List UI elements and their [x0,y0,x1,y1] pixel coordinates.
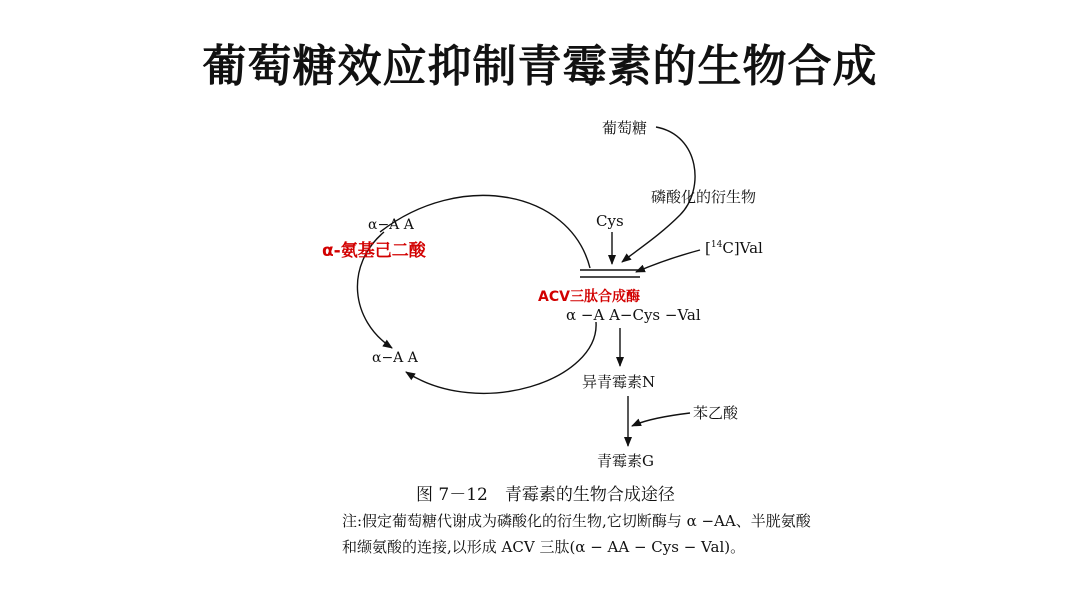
cycle-arc-bottom [406,322,596,393]
phenylacetic-arrow [632,413,690,426]
figure-caption: 图 7－12 青霉素的生物合成途径 [416,485,675,505]
isopenicillin-n-label: 异青霉素N [582,373,656,391]
alpha-aa-top-label: α−A A [368,217,414,233]
glucose-label: 葡萄糖 [602,119,648,137]
phenylacetic-acid-label: 苯乙酸 [693,404,739,422]
tripeptide-label: α −A A−Cys −Val [566,306,701,324]
slide-title: 葡萄糖效应抑制青霉素的生物合成 [202,41,878,92]
val-suffix: C]Val [722,239,763,257]
figure-note: 注:假定葡萄糖代谢成为磷酸化的衍生物,它切断酶与 α −AA、半胱氨酸和缬氨酸的连接,以形成 ACV 三肽(α − AA − Cys − Val)。 [342,512,811,556]
phosphorylated-derivative-label: 磷酸化的衍生物 [651,188,757,206]
alpha-aminoadipic-acid-label: α-氨基己二酸 [322,241,426,261]
penicillin-g-label: 青霉素G [597,452,654,470]
alpha-aa-bottom-label: α−A A [372,350,418,366]
cys-label: Cys [596,212,624,230]
val-prefix: [ [705,239,711,257]
val-isotope: 14 [710,240,723,250]
acv-synthetase-label: ACV三肽合成酶 [538,289,640,305]
val-arrow [636,250,700,272]
val-label [705,241,763,256]
